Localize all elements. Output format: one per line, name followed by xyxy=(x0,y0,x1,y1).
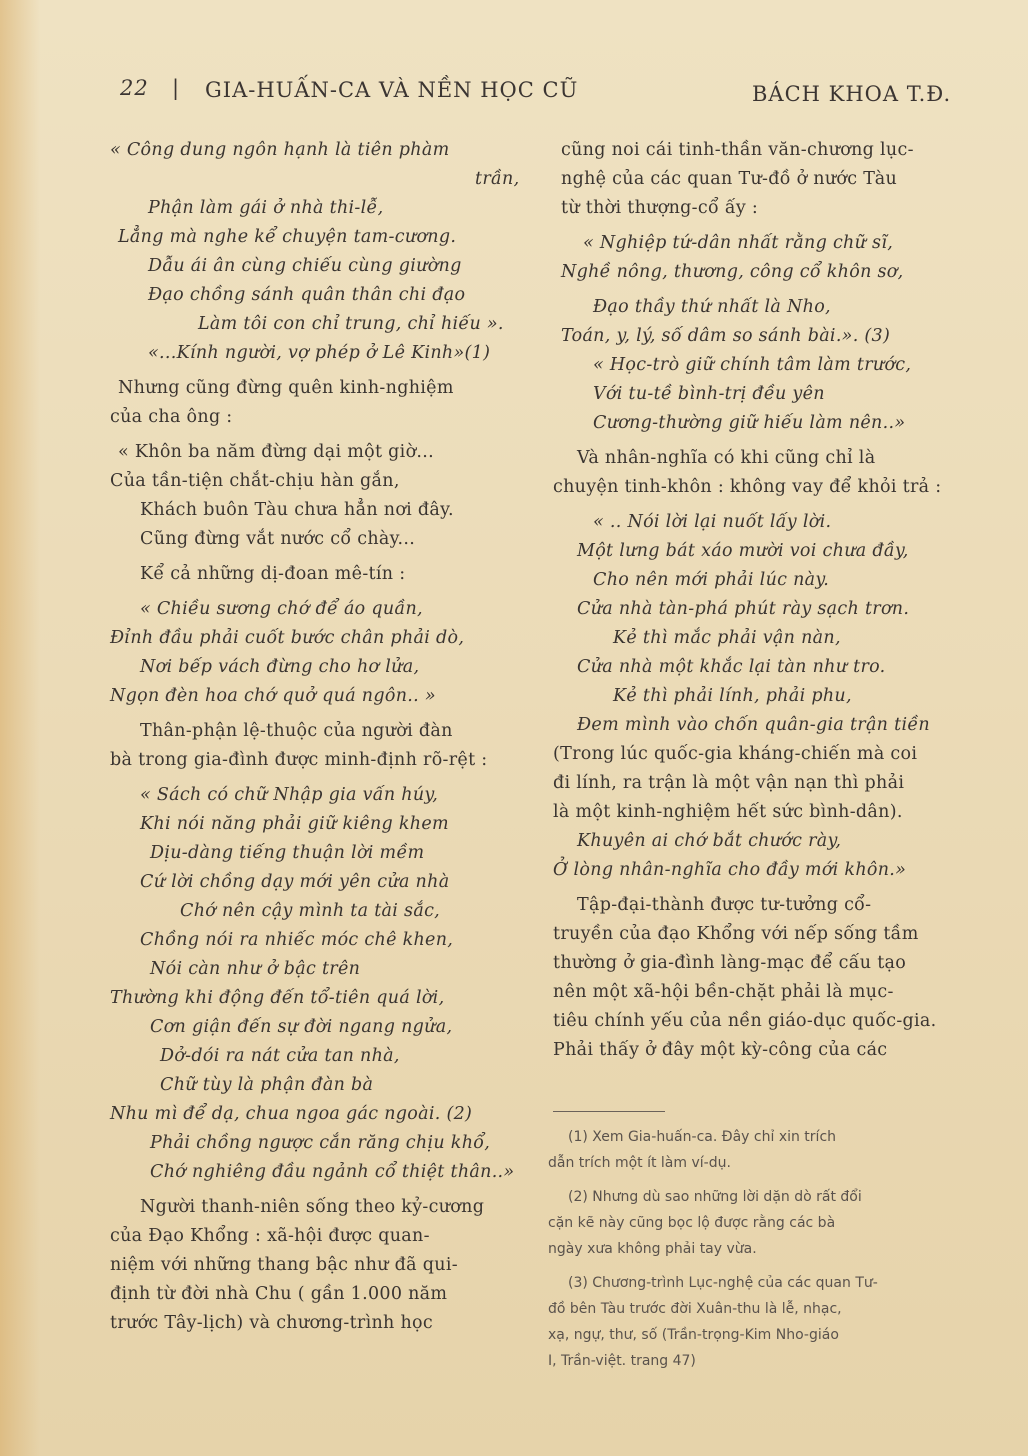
right-text-line: là một kinh-nghiệm hết sức bình-dân). xyxy=(553,802,903,822)
running-header xyxy=(0,72,1028,112)
running-title: GIA-HUẤN-CA VÀ NỀN HỌC CŨ xyxy=(205,78,579,102)
left-text-line: Phận làm gái ở nhà thi-lễ, xyxy=(148,198,384,218)
left-text-line: «...Kính người, vợ phép ở Lê Kinh»(1) xyxy=(148,343,491,363)
right-text-line: Một lưng bát xáo mười voi chưa đầy, xyxy=(577,541,909,561)
right-text-line: Đạo thầy thứ nhất là Nho, xyxy=(593,297,831,317)
footnote-gap xyxy=(548,1262,958,1270)
left-text-line: « Công dung ngôn hạnh là tiên phàm xyxy=(110,140,450,160)
left-text-line: Nơi bếp vách đừng cho hơ lửa, xyxy=(140,657,420,677)
left-text-line: Phải chồng ngược cắn răng chịu khổ, xyxy=(150,1133,491,1153)
footnote-line: xạ, ngự, thư, số (Trần-trọng-Kim Nho-giáo xyxy=(548,1327,839,1343)
footnotes xyxy=(548,1124,958,1374)
left-text-line: Khách buôn Tàu chưa hẳn nơi đây. xyxy=(140,500,454,520)
left-text-line: trước Tây-lịch) và chương-trình học xyxy=(110,1313,433,1333)
left-text-line: Lẳng mà nghe kể chuyện tam-cương. xyxy=(118,227,457,247)
left-text-line: Đạo chồng sánh quân thân chi đạo xyxy=(148,285,466,305)
right-text-line: Toán, y, lý, số dâm so sánh bài.». (3) xyxy=(561,326,891,346)
right-text-line: Ở lòng nhân-nghĩa cho đầy mới khôn.» xyxy=(553,860,907,880)
page-number: 22 xyxy=(120,76,149,100)
header-separator: | xyxy=(172,76,181,100)
right-text-line: Nghề nông, thương, công cổ khôn sơ, xyxy=(561,262,904,282)
left-text-line: Thân-phận lệ-thuộc của người đàn xyxy=(140,721,453,741)
right-text-line: « Học-trò giữ chính tâm làm trước, xyxy=(593,355,912,375)
left-text-line: Nói càn như ở bậc trên xyxy=(150,959,361,979)
footnote-line: (2) Nhưng dù sao những lời dặn dò rất đổi xyxy=(568,1189,862,1205)
left-text-line: của Đạo Khổng : xã-hội được quan- xyxy=(110,1226,430,1246)
right-text-line: nên một xã-hội bền-chặt phải là mục- xyxy=(553,982,894,1002)
footnote-gap xyxy=(548,1176,958,1184)
right-text-line: Khuyên ai chớ bắt chước rày, xyxy=(577,831,842,851)
left-text-line: Dịu-dàng tiếng thuận lời mềm xyxy=(150,843,425,863)
footnote-line: ngày xưa không phải tay vừa. xyxy=(548,1241,757,1257)
right-column xyxy=(553,136,968,1065)
right-text-line: tiêu chính yếu của nền giáo-dục quốc-gia. xyxy=(553,1011,937,1031)
right-text-line: Cửa nhà tàn-phá phút rày sạch trơn. xyxy=(577,599,910,619)
left-text-line: Kể cả những dị-đoan mê-tín : xyxy=(140,564,406,584)
left-text-line: Thường khi động đến tổ-tiên quá lời, xyxy=(110,988,445,1008)
left-text-line: Dở-dói ra nát cửa tan nhà, xyxy=(160,1046,400,1066)
right-text-line: chuyện tinh-khôn : không vay để khỏi trả : xyxy=(553,477,942,497)
right-text-line: Cương-thường giữ hiếu làm nên..» xyxy=(593,413,906,433)
footnote-line: I, Trần-việt. trang 47) xyxy=(548,1353,696,1369)
journal-name: BÁCH KHOA T.Đ. xyxy=(752,82,952,106)
right-text-line: « .. Nói lời lại nuốt lấy lời. xyxy=(593,512,832,532)
left-text-line: « Chiều sương chớ để áo quần, xyxy=(140,599,423,619)
left-text-line: « Sách có chữ Nhập gia vấn húy, xyxy=(140,785,439,805)
footnote-line: cặn kẽ này cũng bọc lộ được rằng các bà xyxy=(548,1215,836,1231)
left-text-line: Đỉnh đầu phải cuốt bước chân phải dò, xyxy=(110,628,465,648)
left-text-line: Của tần-tiện chắt-chịu hàn gắn, xyxy=(110,471,400,491)
left-text-line: trần, xyxy=(475,169,520,189)
left-text-line: Chữ tùy là phận đàn bà xyxy=(160,1075,374,1095)
right-text-line: Phải thấy ở đây một kỳ-công của các xyxy=(553,1040,888,1060)
footnote-line: đồ bên Tàu trước đời Xuân-thu là lễ, nhạc, xyxy=(548,1301,842,1317)
right-text-line: cũng noi cái tinh-thần văn-chương lục- xyxy=(561,140,914,160)
left-text-line: Chồng nói ra nhiếc móc chê khen, xyxy=(140,930,454,950)
left-text-line: Chớ nên cậy mình ta tài sắc, xyxy=(180,901,441,921)
left-text-line: Dẫu ái ân cùng chiếu cùng giường xyxy=(148,256,462,276)
left-text-line: Ngọn đèn hoa chớ quở quá ngôn.. » xyxy=(110,686,436,706)
left-text-line: Cứ lời chồng dạy mới yên cửa nhà xyxy=(140,872,450,892)
footnote-line: (3) Chương-trình Lục-nghệ của các quan Tư- xyxy=(568,1275,878,1291)
right-text-line: Tập-đại-thành được tư-tưởng cổ- xyxy=(577,895,872,915)
left-text-line: Người thanh-niên sống theo kỷ-cương xyxy=(140,1197,485,1217)
right-text-line: từ thời thượng-cổ ấy : xyxy=(561,198,759,218)
footnote-rule xyxy=(553,1111,665,1112)
left-text-line: Nhưng cũng đừng quên kinh-nghiệm xyxy=(118,378,454,398)
right-text-line: đi lính, ra trận là một vận nạn thì phải xyxy=(553,773,905,793)
right-text-line: Kẻ thì mắc phải vận nàn, xyxy=(613,628,841,648)
left-text-line: bà trong gia-đình được minh-định rõ-rệt : xyxy=(110,750,488,770)
right-text-line: Và nhân-nghĩa có khi cũng chỉ là xyxy=(577,448,876,468)
right-text-line: nghệ của các quan Tư-đồ ở nước Tàu xyxy=(561,169,898,189)
right-text-line: Kẻ thì phải lính, phải phu, xyxy=(613,686,852,706)
left-text-line: Chớ nghiêng đầu ngảnh cổ thiệt thân..» xyxy=(150,1162,515,1182)
right-text-line: (Trong lúc quốc-gia kháng-chiến mà coi xyxy=(553,744,918,764)
left-text-line: Khi nói năng phải giữ kiêng khem xyxy=(140,814,449,834)
right-text-line: « Nghiệp tứ-dân nhất rằng chữ sĩ, xyxy=(583,233,894,253)
left-column xyxy=(110,136,530,1338)
right-text-line: truyền của đạo Khổng với nếp sống tầm xyxy=(553,924,919,944)
right-text-line: Đem mình vào chốn quân-gia trận tiền xyxy=(577,715,930,735)
left-text-line: định từ đời nhà Chu ( gần 1.000 năm xyxy=(110,1284,448,1304)
right-text-line: thường ở gia-đình làng-mạc để cấu tạo xyxy=(553,953,907,973)
right-text-line: Cửa nhà một khắc lại tàn như tro. xyxy=(577,657,886,677)
left-text-line: niệm với những thang bậc như đã qui- xyxy=(110,1255,458,1275)
footnote-line: (1) Xem Gia-huấn-ca. Đây chỉ xin trích xyxy=(568,1129,837,1145)
right-text-line: Với tu-tề bình-trị đều yên xyxy=(593,384,825,404)
footnote-line: dẫn trích một ít làm ví-dụ. xyxy=(548,1155,731,1171)
left-text-line: Cơn giận đến sự đời ngang ngửa, xyxy=(150,1017,453,1037)
left-text-line: Làm tôi con chỉ trung, chỉ hiếu ». xyxy=(198,314,504,334)
left-text-line: Cũng đừng vắt nước cổ chày... xyxy=(140,529,416,549)
left-text-line: của cha ông : xyxy=(110,407,233,427)
left-text-line: Nhu mì để dạ, chua ngoa gác ngoài. (2) xyxy=(110,1104,473,1124)
right-text-line: Cho nên mới phải lúc này. xyxy=(593,570,830,590)
left-text-line: « Khôn ba năm đừng dại một giờ... xyxy=(118,442,434,462)
